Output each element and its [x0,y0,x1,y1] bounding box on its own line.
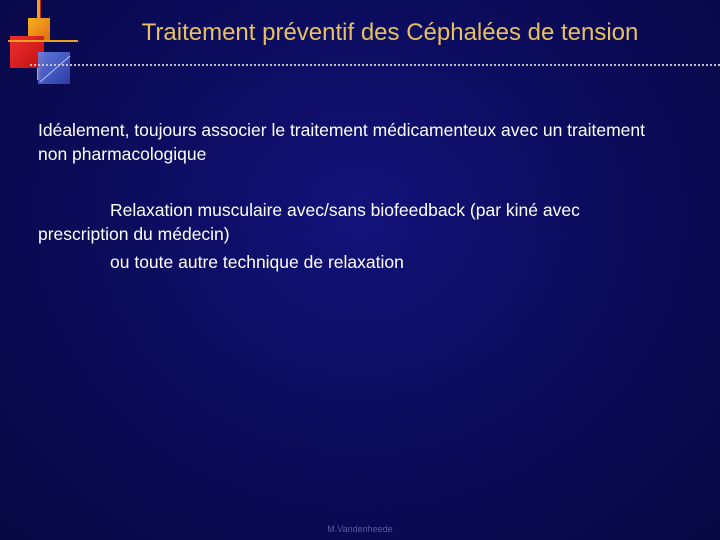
decorative-horizontal-line [8,40,78,42]
footer-author: M.Vandenheede [327,524,393,534]
paragraph-relaxation: Relaxation musculaire avec/sans biofeedback (par kiné avec prescription du médecin) [38,200,580,244]
slide-title: Traitement préventif des Céphalées de tension [141,19,639,46]
decorative-diagonal-icon [38,54,72,84]
paragraph-main: Idéalement, toujours associer le traitement médicamenteux avec un traitement non pharmacologique [38,120,645,164]
paragraph-other-technique: ou toute autre technique de relaxation [110,252,404,272]
title-divider [30,64,720,66]
